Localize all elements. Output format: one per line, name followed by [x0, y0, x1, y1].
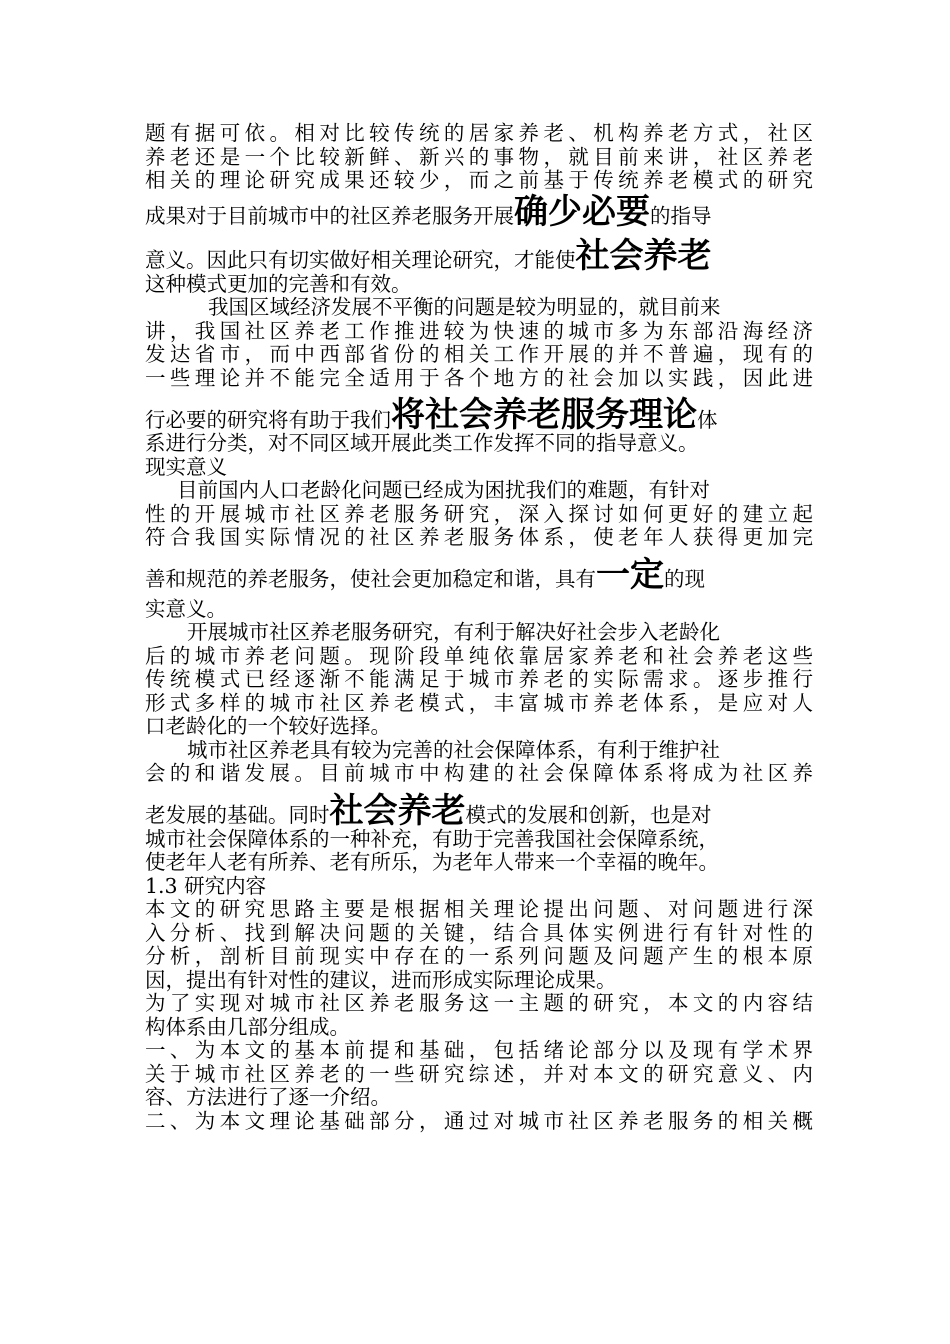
text-run: 的现: [664, 567, 705, 591]
emphasis-text: 确少必要: [514, 191, 650, 232]
text-run: 成果对于目前城市中的社区养老服务开展: [145, 204, 514, 228]
text-line: 入分析、找到解决问题的关键，结合具体实例进行有针对性的: [145, 920, 813, 945]
text-line: 实意义。: [145, 596, 227, 621]
text-line: 关于城市社区养老的一些研究综述，并对本文的研究意义、内: [145, 1061, 813, 1086]
text-run: 老发展的基础。同时: [145, 803, 330, 827]
text-line: 使老年人老有所养、老有所乐，为老年人带来一个幸福的晚年。: [145, 850, 719, 874]
text-line: 相关的理论研究成果还较少，而之前基于传统养老模式的研究: [145, 168, 813, 192]
text-line-emphasis: [145, 790, 813, 831]
emphasis-text: 社会养老: [575, 235, 712, 276]
text-line: 性的开展城市社区养老服务研究，深入探讨如何更好的建立起: [145, 501, 813, 526]
text-run: 善和规范的养老服务，使社会更加稳定和谐，具有: [145, 567, 596, 591]
text-run: 行必要的研究将有助于我们: [145, 407, 391, 432]
text-line: 符合我国实际情况的社区养老服务体系，使老年人获得更加完: [145, 525, 813, 549]
text-line: 形式多样的城市社区养老模式，丰富城市养老体系，是应对人: [145, 690, 813, 715]
text-line: 会的和谐发展。目前城市中构建的社会保障体系将成为社区养: [145, 761, 813, 785]
text-run: 体: [697, 407, 718, 432]
text-line: 这种模式更加的完善和有效。: [145, 271, 412, 296]
paragraph-start: 目前国内人口老龄化问题已经成为困扰我们的难题，有针对: [177, 478, 710, 502]
text-line: 传统模式已经逐渐不能满足于城市养老的实际需求。逐步推行: [145, 667, 813, 691]
section-heading: 1.3 研究内容: [145, 873, 267, 898]
text-line: 容、方法进行了逐一介绍。: [145, 1085, 391, 1109]
text-line: 为了实现对城市社区养老服务这一主题的研究，本文的内容结: [145, 991, 813, 1015]
text-line: 构体系由几部分组成。: [145, 1014, 350, 1039]
text-line-emphasis: [145, 191, 813, 232]
text-line: 发达省市，而中西部省份的相关工作开展的并不普遍，现有的: [145, 342, 813, 366]
paragraph-start: 我国区域经济发展不平衡的问题是较为明显的，就目前来: [208, 295, 721, 319]
text-line: 城市社会保障体系的一种补充，有助于完善我国社会保障系统，: [145, 826, 719, 851]
text-line: 一些理论并不能完全适用于各个地方的社会加以实践，因此进: [145, 365, 813, 390]
text-line: 口老龄化的一个较好选择。: [145, 714, 391, 738]
text-run: 模式的发展和创新，也是对: [465, 803, 712, 827]
text-line: 题有据可依。相对比较传统的居家养老、机构养老方式，社区: [145, 121, 813, 145]
text-line: 本文的研究思路主要是根据相关理论提出问题、对问题进行深: [145, 897, 813, 921]
section-heading: 现实意义: [145, 454, 227, 479]
text-line-emphasis: [145, 554, 813, 595]
text-line: 分析，剖析目前现实中存在的一系列问题及问题产生的根本原: [145, 944, 813, 968]
paragraph-start: 开展城市社区养老服务研究，有利于解决好社会步入老龄化: [187, 620, 720, 644]
text-run: 的指导: [650, 204, 712, 228]
text-line: 养老还是一个比较新鲜、新兴的事物，就目前来讲，社区养老: [145, 144, 813, 169]
text-run: 意义。因此只有切实做好相关理论研究，才能使: [145, 248, 576, 272]
emphasis-text: 社会养老: [329, 790, 466, 831]
text-line: 因，提出有针对性的建议，进而形成实际理论成果。: [145, 967, 617, 992]
emphasis-text: 将社会养老服务理论: [391, 395, 697, 435]
document-page: [145, 122, 813, 1133]
text-line: 后的城市养老问题。现阶段单纯依靠居家养老和社会养老这些: [145, 643, 813, 668]
text-line-emphasis: [145, 235, 813, 276]
text-line: 二、为本文理论基础部分，通过对城市社区养老服务的相关概: [145, 1108, 813, 1133]
emphasis-text: 一定: [596, 554, 664, 595]
text-line: 系进行分类，对不同区域开展此类工作发挥不同的指导意义。: [145, 431, 699, 455]
text-line-emphasis: [145, 395, 813, 435]
paragraph-start: 城市社区养老具有较为完善的社会保障体系，有利于维护社: [187, 737, 720, 762]
text-line: 讲，我国社区养老工作推进较为快速的城市多为东部沿海经济: [145, 318, 813, 343]
text-line: 一、为本文的基本前提和基础，包括绪论部分以及现有学术界: [145, 1038, 813, 1062]
